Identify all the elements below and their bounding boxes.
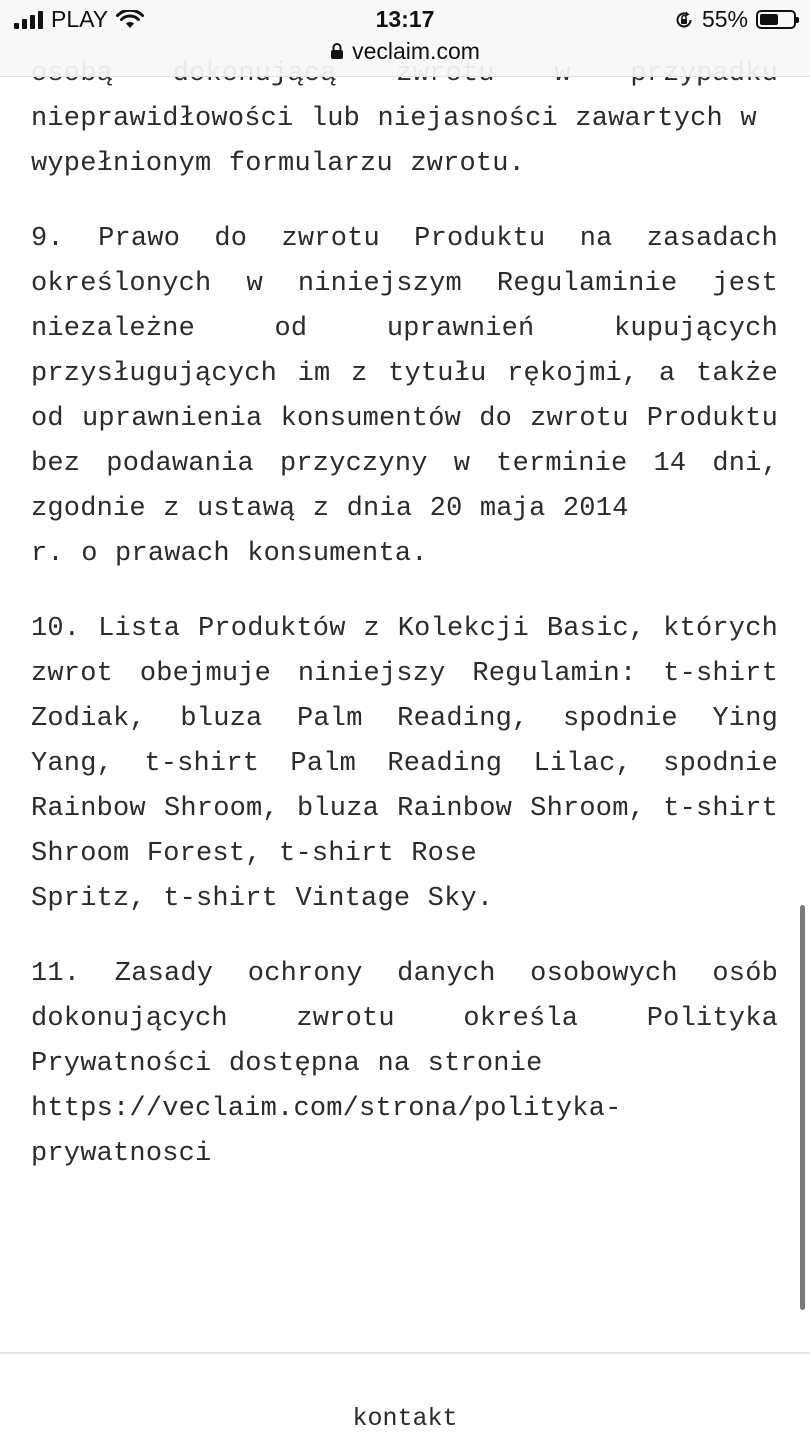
item-9-body: 9. Prawo do zwrotu Produktu na zasadach określonych w niniejszym Regulaminie jest niezależne od uprawnień kupujących przysługujących im z tytułu rękojmi, a także od uprawnienia konsumentów do zwrotu Produktu bez podawania przyczyny w terminie 14 dni, zgodnie z ustawą z dnia 20 maja 2014: [31, 224, 778, 524]
privacy-policy-url-line1: https://veclaim.com/strona/polityka-: [31, 1094, 622, 1124]
address-bar[interactable]: [0, 38, 810, 65]
battery-icon: [756, 10, 796, 29]
fragment-body: nieprawidłowości lub niejasności zawartych w: [31, 104, 757, 134]
terms-content: [31, 52, 778, 1207]
status-time: 13:17: [375, 6, 435, 32]
lock-icon: [330, 42, 344, 60]
vertical-scrollbar[interactable]: [800, 905, 805, 1310]
fragment-last-line: wypełnionym formularzu zwrotu.: [31, 149, 526, 179]
battery-percent: 55%: [701, 6, 748, 32]
carrier-name: PLAY: [51, 6, 109, 32]
address-url: veclaim.com: [352, 38, 480, 64]
item-10-last-line: Spritz, t-shirt Vintage Sky.: [31, 884, 494, 914]
rotation-lock-icon: [674, 10, 694, 30]
item-11-body: 11. Zasady ochrony danych osobowych osób dokonujących zwrotu określa Polityka Prywatności dostępna na stronie: [31, 959, 778, 1079]
browser-top-bar: [0, 0, 810, 77]
terms-item-11: [31, 952, 778, 1177]
footer-divider: [0, 1352, 810, 1354]
item-9-last-line: r. o prawach konsumenta.: [31, 539, 428, 569]
terms-item-9: [31, 217, 778, 577]
item-10-body: 10. Lista Produktów z Kolekcji Basic, których zwrot obejmuje niniejszy Regulamin: t-shirt Zodiak, bluza Palm Reading, spodnie Ying Yang, t-shirt Palm Reading Lilac, spodnie Rainbow Shroom, bluza Rainbow Shroom, t-shirt Shroom Forest, t-shirt Rose: [31, 614, 778, 869]
privacy-policy-url-line2: prywatnosci: [31, 1139, 212, 1169]
status-right: [674, 6, 796, 33]
battery-level-fill: [760, 14, 778, 25]
footer-contact-link[interactable]: kontakt: [352, 1404, 458, 1433]
terms-item-10: [31, 607, 778, 922]
